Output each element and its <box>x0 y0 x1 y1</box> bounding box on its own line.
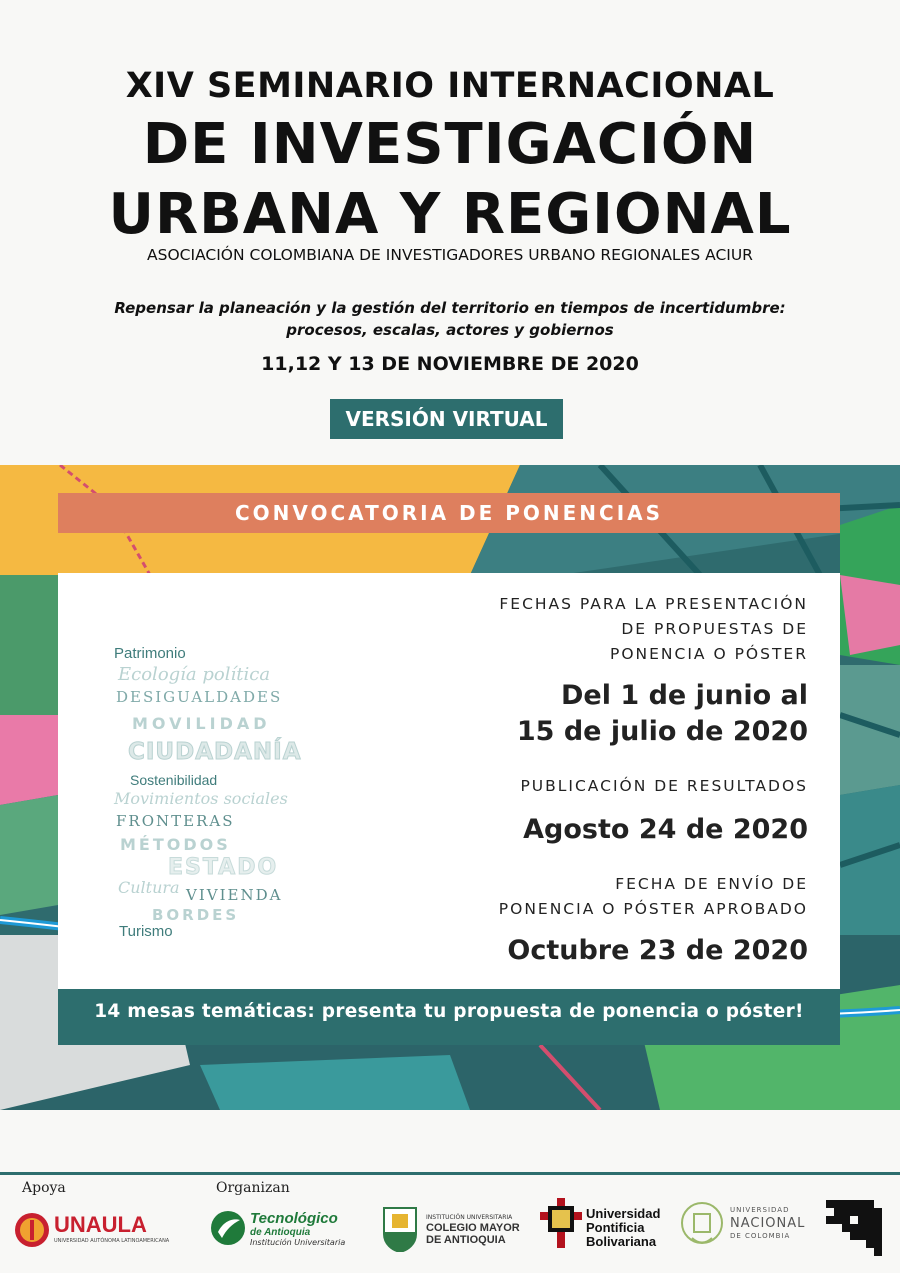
subtitle-line-1: Repensar la planeación y la gestión del territorio en tiempos de incertidumbre: <box>114 299 786 317</box>
virtual-badge: VERSIÓN VIRTUAL <box>330 399 563 439</box>
organizers-label: Organizan <box>216 1180 290 1196</box>
unaula-logo <box>14 1208 170 1258</box>
submission-label <box>499 592 808 667</box>
upb-name-3: Bolivariana <box>586 1234 657 1249</box>
tdea-name-2: de Antioquia <box>250 1227 311 1238</box>
upb-logo <box>540 1198 670 1250</box>
send-label-line-1: FECHA DE ENVÍO DE <box>615 875 808 893</box>
colmayor-name-1: INSTITUCIÓN UNIVERSITARIA <box>426 1214 513 1221</box>
event-dates: 11,12 Y 13 DE NOVIEMBRE DE 2020 <box>261 353 639 375</box>
supports-label: Apoya <box>22 1180 66 1196</box>
word-cultura: Cultura <box>118 878 180 897</box>
aciur-pixel-icon <box>826 1200 886 1258</box>
unal-logo <box>680 1196 820 1252</box>
title-line-3: URBANA Y REGIONAL <box>108 182 792 247</box>
subtitle <box>0 297 900 341</box>
subtitle-line-2: procesos, escalas, actores y gobiernos <box>286 321 614 339</box>
upb-name-1: Universidad <box>586 1206 661 1221</box>
word-metodos: MÉTODOS <box>120 835 231 854</box>
title-line-1: XIV SEMINARIO INTERNACIONAL <box>125 66 775 106</box>
tdea-name-1: Tecnológico <box>250 1210 338 1227</box>
word-vivienda: VIVIENDA <box>186 886 283 904</box>
word-patrimonio: Patrimonio <box>114 645 186 662</box>
unal-name-2: NACIONAL <box>730 1216 806 1231</box>
submission-date-line-1: Del 1 de junio al <box>561 680 808 711</box>
call-banner: CONVOCATORIA DE PONENCIAS <box>58 493 840 533</box>
organization-name: ASOCIACIÓN COLOMBIANA DE INVESTIGADORES URBANO REGIONALES ACIUR <box>147 246 753 264</box>
submission-label-line-1: FECHAS PARA LA PRESENTACIÓN <box>499 595 808 613</box>
word-ecologia: Ecología política <box>118 664 271 685</box>
colmayor-logo <box>382 1206 527 1256</box>
title-line-2: DE INVESTIGACIÓN <box>142 112 758 177</box>
results-label: PUBLICACIÓN DE RESULTADOS <box>520 777 808 795</box>
unal-name-1: UNIVERSIDAD <box>730 1206 790 1214</box>
colmayor-name-3: DE ANTIOQUIA <box>426 1234 506 1246</box>
unaula-subname: UNIVERSIDAD AUTÓNOMA LATINOAMERICANA <box>54 1238 170 1244</box>
colmayor-name-2: COLEGIO MAYOR <box>426 1222 520 1234</box>
unaula-name: UNAULA <box>54 1212 147 1237</box>
word-ciudadania: CIUDADANÍA <box>128 739 302 765</box>
upb-name-2: Pontificia <box>586 1220 645 1235</box>
upb-crest-icon <box>540 1198 582 1248</box>
unaula-emblem-icon <box>14 1212 50 1248</box>
unal-seal-icon <box>680 1196 724 1250</box>
send-date: Octubre 23 de 2020 <box>507 935 808 966</box>
send-label <box>499 872 808 922</box>
word-bordes: BORDES <box>152 906 240 924</box>
submission-label-line-3: PONENCIA O PÓSTER <box>610 645 808 663</box>
submission-dates <box>517 678 808 750</box>
word-desigualdades: DESIGUALDADES <box>116 688 283 706</box>
cta-strip: 14 mesas temáticas: presenta tu propuesta de ponencia o póster! <box>58 989 840 1045</box>
word-movimientos: Movimientos sociales <box>114 789 288 808</box>
tdea-name-3: Institución Universitaria <box>250 1238 346 1247</box>
submission-label-line-2: DE PROPUESTAS DE <box>621 620 808 638</box>
footer-divider <box>0 1172 900 1175</box>
results-date: Agosto 24 de 2020 <box>523 814 808 845</box>
word-movilidad: MOVILIDAD <box>132 714 271 733</box>
word-sostenibilidad: Sostenibilidad <box>130 772 218 788</box>
submission-date-line-2: 15 de julio de 2020 <box>516 716 808 747</box>
word-estado: ESTADO <box>168 855 279 880</box>
word-fronteras: FRONTERAS <box>116 812 235 830</box>
tdea-emblem-icon <box>210 1210 246 1246</box>
unal-name-3: DE COLOMBIA <box>730 1232 791 1240</box>
tdea-logo <box>210 1208 370 1252</box>
aciur-logo <box>826 1200 886 1258</box>
word-turismo: Turismo <box>119 923 173 940</box>
send-label-line-2: PONENCIA O PÓSTER APROBADO <box>498 900 808 918</box>
colmayor-shield-icon <box>382 1206 418 1252</box>
